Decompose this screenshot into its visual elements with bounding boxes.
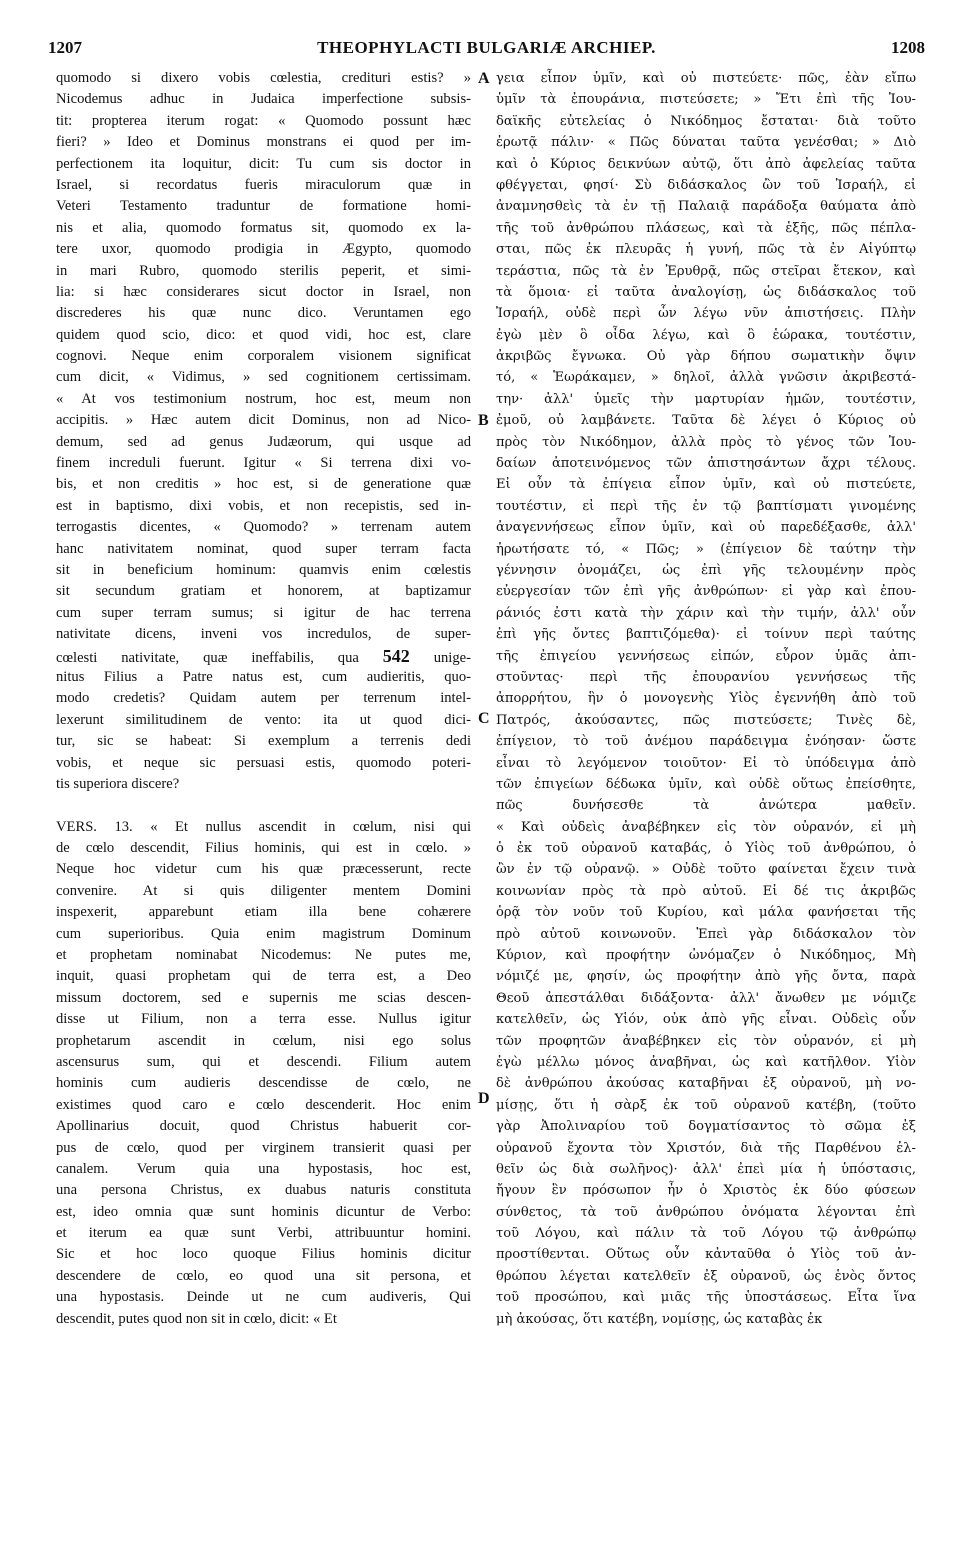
latin-line: finem increduli fuerunt. Igitur « Si terrena dixi vo- [56, 455, 471, 472]
latin-line: bis, et non creditis » hoc est, si de generatione quæ [56, 476, 471, 493]
latin-line: demum, sed ad genus Judæorum, qui usque ad [56, 433, 471, 450]
latin-line: missum doctorem, sed e supernis me scias descen- [56, 989, 471, 1006]
latin-line: tit: propterea iterum rogat: « Quomodo possunt hæc [56, 112, 471, 129]
latin-line: tis superiora discere? [56, 775, 180, 792]
greek-line: ράνιός ἐστι κατὰ τὴν χάριν καὶ τὴν τιμήν, ἀλλ' οὖν [496, 605, 916, 621]
latin-line: in mari Rubro, quomodo sterilis peperit, et simi- [56, 262, 471, 279]
latin-line: convenire. At si quis diligenter mentem Domini [56, 882, 471, 899]
greek-line: Εἰ οὖν τὰ ἐπίγεια εἶπον ὑμῖν, καὶ οὐ πιστεύετε, [496, 477, 916, 493]
latin-line: tere uxor, quomodo prodigia in Ægypto, quomodo [56, 241, 471, 258]
latin-line: hominis cum audieris descendisse de cœlo, ne [56, 1075, 471, 1092]
latin-line: quomodo si dixero vobis cœlestia, credituri estis? » [56, 70, 471, 86]
latin-line: et prophetam nominabat Nicodemus: Ne putes me, [56, 947, 471, 964]
greek-line: ἐγὼ μέλλω μόνος ἀναβῆναι, ὡς καὶ κατῆλθον. Υἱὸν [496, 1054, 916, 1070]
latin-line: Nicodemus adhuc in Judaica imperfectione subsis- [56, 91, 471, 108]
latin-line: modo credetis? Quidam autem per terrenum intel- [56, 690, 471, 707]
latin-line: nitus Filius a Patre natus est, cum audieritis, quo- [56, 668, 471, 685]
page-header [48, 38, 925, 68]
latin-line: tur, sic se habeat: Si exemplum a terrenis dedi [56, 733, 471, 750]
latin-line: prophetarum ascendit in cœlum, nisi ego solus [56, 1032, 471, 1049]
greek-line: προστίθενται. Οὕτως οὖν κἀνταῦθα ὁ Υἱὸς τοῦ ἀν- [496, 1247, 916, 1263]
greek-line: ἐγὼ μὲν ὃ οἶδα λέγω, καὶ ὃ ἑώρακα, τουτέστιν, [496, 327, 916, 343]
greek-line: ἠρωτήσατε τό, « Πῶς; » (ἐπίγειον δὲ ταύτην τὴν [496, 541, 916, 557]
greek-line: ὁρᾷ τὸν νοῦν τοῦ Κυρίου, καὶ μάλα φανήσεται τῆς [496, 905, 916, 921]
greek-line: ἀναμνησθεὶς τὰ ἐν τῇ Παλαιᾷ παράδοξα θαύματα ἀπὸ [496, 199, 916, 215]
greek-line: στοῦντας· περὶ τῆς ἐπουρανίου γεννήσεως τῆς [496, 669, 916, 685]
latin-line: hanc nativitatem nominat, quod super terram facta [56, 540, 471, 557]
latin-line: quidem quod scio, dico: et quod vidi, hoc est, clare [56, 326, 471, 343]
greek-line: γέννησιν ὀνομάζει, ὡς ἐπὶ γῆς τελουμένην πρὸς [496, 562, 916, 578]
page-number-right: 1208 [891, 38, 925, 57]
greek-line: ὑμῖν τὰ ἐπουράνια, πιστεύσετε; » Ἔτι ἐπὶ τῆς Ἰου- [496, 92, 916, 108]
greek-line: τῆς ἐπιγείου γεννήσεως εἰπών, εὗρον ὑμᾶς ἀπι- [496, 648, 916, 664]
greek-line: Πατρός, ἀκούσαντες, πῶς πιστεύσετε; Τινὲς δὲ, [496, 712, 916, 728]
greek-line: την· ἀλλ' ὑμεῖς τὴν μαρτυρίαν ἡμῶν, τουτέστιν, [496, 391, 916, 407]
latin-line: sit secundum gratiam et honorem, at baptizamur [56, 583, 471, 600]
greek-line: ἐρωτᾷ πάλιν· « Πῶς δύναται ταῦτα γενέσθαι; » Διὸ [496, 135, 916, 151]
greek-line: ἀκριβῶς ἔγνωκα. Οὐ γὰρ δήπου σωματικὴν ὄψιν [496, 349, 916, 365]
greek-line: πρὸς τὸν Νικόδημον, ἀλλὰ πρὸς τὸ γένος τῶν Ἰου- [496, 434, 916, 450]
latin-line: accipitis. » Hæc autem dicit Dominus, non ad Nico- [56, 412, 471, 429]
greek-column [496, 68, 916, 1330]
greek-line: σύνθετος, τὰ τοῦ ἀνθρώπου ὀνόματα λέγονται ἐπὶ [496, 1204, 916, 1220]
greek-line: φθέγγεται, φησί· Σὺ διδάσκαλος ὢν τοῦ Ἰσραήλ, εἰ [496, 177, 916, 193]
greek-line: Κύριον, καὶ προφήτην ὠνόμαζεν ὁ Νικόδημος, Μὴ [496, 948, 916, 964]
greek-line: γὰρ Ἀπολιναρίου τοῦ δογματίσαντος τὸ σῶμα ἐξ [496, 1119, 916, 1135]
greek-line: Θεοῦ ἀπεστάλθαι διδάξοντα· ἀλλ' ἄνωθεν με νόμιζε [496, 990, 916, 1006]
latin-line: existimes quod caro e cœlo descenderit. Hoc enim [56, 1096, 471, 1113]
greek-line: τῆς τοῦ ἀνθρώπου πλάσεως, καὶ τὰ ἑξῆς, πῶς πέπλα- [496, 220, 916, 236]
page-number-left: 1207 [48, 38, 82, 57]
latin-line: et iterum ea quæ sunt Verbi, attribuuntur homini. [56, 1225, 471, 1242]
latin-line: lexerunt similitudinem de vento: ita ut quod dici- [56, 711, 471, 728]
latin-line: canalem. Verum quia una hypostasis, hoc est, [56, 1160, 471, 1177]
greek-line: ἤγουν ἓν πρόσωπον ἦν ὁ Χριστὸς ἐκ δύο φύσεων [496, 1183, 916, 1199]
latin-line: fieri? » Ideo et Dominus monstrans ei quod per im- [56, 134, 471, 151]
greek-line: δαίων ἀποτεινόμενος τῶν ἀπιστησάντων ἄχρι τέλους. [496, 456, 916, 472]
latin-line: VERS. 13. « Et nullus ascendit in cœlum, nisi qui [56, 818, 471, 835]
latin-line: cœlesti nativitate, quæ ineffabilis, qua 542 unige- [56, 645, 471, 666]
latin-line: pus de cœlo, quod per virginem transierit quasi per [56, 1139, 471, 1156]
greek-line: ἀπορρήτου, ἣν ὁ μονογενὴς Υἱὸς ἐγεννήθη ἀπὸ τοῦ [496, 691, 916, 707]
greek-line: μὴ ἀκούσας, ὅτι κατέβη, νομίσῃς, ὡς καταβὰς ἐκ [496, 1311, 823, 1327]
latin-line: terrogastis dicentes, « Quomodo? » terrenam autem [56, 519, 471, 536]
greek-line: εὐεργεσίαν τῶν ἐπὶ γῆς ἀνθρώπων· εἰ γὰρ καὶ ἐπου- [496, 584, 916, 600]
greek-line: σται, πῶς ἐκ πλευρᾶς ἡ γυνή, πῶς τὰ ἐν Αἰγύπτῳ [496, 242, 916, 258]
margin-letter-a: A [478, 70, 490, 87]
latin-line: discrederes his quæ nunc dico. Veruntamen ego [56, 305, 471, 322]
greek-line: τὰ ὅμοια· εἰ ταῦτα ἀναλογίσῃ, ὡς διδάσκαλος τοῦ [496, 284, 916, 300]
latin-line [56, 795, 471, 816]
greek-line: τεράστια, πῶς τὰ ἐν Ἐρυθρᾷ, πῶς στεῖραι ἔτεκον, καὶ [496, 263, 916, 279]
latin-line: una hypostasis. Deinde ut ne cum audiveris, Qui [56, 1289, 471, 1306]
latin-line: est, ideo omnia quæ sunt hominis dicuntur de Verbo: [56, 1203, 471, 1220]
greek-line: « Καὶ οὐδεὶς ἀναβέβηκεν εἰς τὸν οὐρανόν, εἰ μὴ [496, 819, 916, 835]
latin-line: est in baptismo, dixi vobis, et non recepistis, sed in- [56, 497, 471, 514]
latin-line: Neque hoc videtur cum his quæ præcesserunt, recte [56, 861, 471, 878]
greek-line: τοῦ Λόγου, καὶ πάλιν τὰ τοῦ Λόγου τῷ ἀνθρώπῳ [496, 1226, 916, 1242]
latin-line: inspexerit, apparebunt etiam illa bene cohærere [56, 904, 471, 921]
latin-line: cum dicit, « Vidimus, » sed cognitionem certissimam. [56, 369, 471, 386]
latin-column [56, 68, 471, 1330]
latin-line: de cœlo descendit, Filius hominis, qui est in cœlo. » [56, 840, 471, 857]
margin-letter-b: B [478, 412, 489, 429]
greek-line: τοῦ προσώπου, καὶ μιᾶς τῆς ὑποστάσεως. Εἶτα ἵνα [496, 1290, 916, 1306]
greek-line: πῶς δυνήσεσθε τὰ ἀνώτερα μαθεῖν. [496, 798, 916, 814]
margin-letter-c: C [478, 710, 490, 727]
greek-line: τῶν ἐπιγείων δέδωκα ὑμῖν, καὶ οὐδὲ οὕτως ἐπείσθητε, [496, 776, 916, 792]
greek-line: ἀναγεννήσεως εἶπον ὑμῖν, καὶ οὐ παρεδέξασθε, ἀλλ' [496, 520, 916, 536]
greek-line: νόμιζέ με, φησίν, ὡς προφήτην ἀπὸ γῆς ὄντα, παρὰ [496, 969, 916, 985]
latin-line: una persona Christus, ex duabus naturis constituta [56, 1182, 471, 1199]
greek-line: ἐπὶ γῆς ὄντες βαπτιζόμεθα)· εἰ τοίνυν περὶ ταύτης [496, 627, 916, 643]
greek-line: μίσῃς, ὅτι ἡ σὰρξ ἐκ τοῦ οὐρανοῦ κατέβη, (τοῦτο [496, 1097, 916, 1113]
greek-line: δὲ ἀνθρώπου ἀκούσας καταβῆναι ἐξ οὐρανοῦ, μὴ νο- [496, 1076, 916, 1092]
greek-line: πρὸ αὐτοῦ κοινωνοῦν. Ἐπεὶ γὰρ διδάσκαλον τὸν [496, 926, 916, 942]
greek-line: καὶ ὁ Κύριος δεικνύων αὐτῷ, ὅτι ἀπὸ ἀφελείας ταῦτα [496, 156, 916, 172]
latin-line: Sic et hoc loco quoque Filius hominis dicitur [56, 1246, 471, 1263]
greek-line: οὐρανοῦ ἔχοντα τὸν Χριστόν, διὰ τῆς Παρθένου ἐλ- [496, 1140, 916, 1156]
latin-line: cognovi. Neque enim corporalem visionem significat [56, 348, 471, 365]
greek-line: τουτέστιν, εἰ περὶ τῆς ἐν τῷ βαπτίσματι γινομένης [496, 498, 916, 514]
greek-line: Ἰσραήλ, οὐδὲ περὶ ὧν λέγω νῦν ἀπιστήσεις. Πλὴν [496, 306, 916, 322]
greek-line: ὁ ἐκ τοῦ οὐρανοῦ καταβάς, ὁ Υἱὸς τοῦ ἀνθρώπου, ὁ [496, 841, 916, 857]
latin-line: nativitate dicens, inveni vos incredulos, de super- [56, 626, 471, 643]
column-marker: 542 [382, 645, 410, 666]
latin-line: disse ut Filium, non a terra esse. Nullus igitur [56, 1011, 471, 1028]
latin-line: cum superioribus. Quia enim magistrum Dominum [56, 925, 471, 942]
greek-line: τό, « Ἑωράκαμεν, » δηλοῖ, ἀλλὰ γνῶσιν ἀκριβεστά- [496, 370, 916, 386]
latin-line: inquit, quasi prophetam qui de terra est, a Deo [56, 968, 471, 985]
latin-line: vobis, et neque sic persuasi estis, quomodo poteri- [56, 754, 471, 771]
greek-line: κατελθεῖν, ὡς Υἱόν, οὐκ ἀπὸ γῆς εἶναι. Οὐδεὶς οὖν [496, 1012, 916, 1028]
greek-line: ἐπίγειον, τὸ τοῦ ἀνέμου παράδειγμα ἐνόησαν· ὥστε [496, 734, 916, 750]
latin-line: ascensurus sum, qui et descendi. Filium autem [56, 1053, 471, 1070]
margin-letter-d: D [478, 1090, 490, 1107]
greek-line: τῶν προφητῶν ἀναβέβηκεν εἰς τὸν οὐρανόν, εἰ μὴ [496, 1033, 916, 1049]
latin-line: cum super terram sumus; si igitur de hac terrena [56, 604, 471, 621]
latin-line: lia: si hæc considerares sicut doctor in Israel, non [56, 283, 471, 300]
greek-line: εἶναι τὸ λεγόμενον τοιοῦτον· Εἰ τὸ ὑπόδειγμα ἀπὸ [496, 755, 916, 771]
greek-line: θεῖν ὡς διὰ σωλῆνος)· ἀλλ' ἐπεὶ μία ἡ ὑπόστασις, [496, 1161, 916, 1177]
running-title: THEOPHYLACTI BULGARIÆ ARCHIEP. [317, 38, 656, 57]
latin-line: sit in beneficium hominum: quamvis enim cœlestis [56, 561, 471, 578]
latin-line: Israel, si recordatus fueris miraculorum quæ in [56, 176, 471, 193]
latin-line: perfectionem ita loquitur, dicit: Tu cum sis doctor in [56, 155, 471, 172]
latin-line: Veteri Testamento traduntur de formatione homi- [56, 198, 471, 215]
latin-line: « At vos testimonium nostrum, hoc est, meum non [56, 390, 471, 407]
latin-line: Apollinarius docuit, quod Christus habuerit cor- [56, 1118, 471, 1135]
latin-line: nis et alia, quomodo formatus sit, quomodo ex la- [56, 219, 471, 236]
greek-line: θρώπου λέγεται κατελθεῖν ἐξ οὐρανοῦ, ὡς ἑνὸς ὄντος [496, 1268, 916, 1284]
greek-line: κοινωνίαν πρὸς τὰ πρὸ αὐτοῦ. Εἰ δέ τις ἀκριβῶς [496, 883, 916, 899]
greek-line: ὢν ἐν τῷ οὐρανῷ. » Οὐδὲ τοῦτο φαίνεται ἔχειν τινὰ [496, 862, 916, 878]
latin-line: descendere de cœlo, eo quod una sit persona, et [56, 1267, 471, 1284]
greek-line: ἐμοῦ, οὐ λαμβάνετε. Ταῦτα δὲ λέγει ὁ Κύριος οὐ [496, 413, 916, 429]
greek-line: γεια εἶπον ὑμῖν, καὶ οὐ πιστεύετε· πῶς, ἐὰν εἴπω [496, 71, 916, 86]
latin-line: descendit, putes quod non sit in cœlo, dicit: « Et [56, 1310, 337, 1327]
greek-line: δαϊκῆς εὐτελείας ὁ Νικόδημος ἔσταται· διὰ τοῦτο [496, 113, 916, 129]
